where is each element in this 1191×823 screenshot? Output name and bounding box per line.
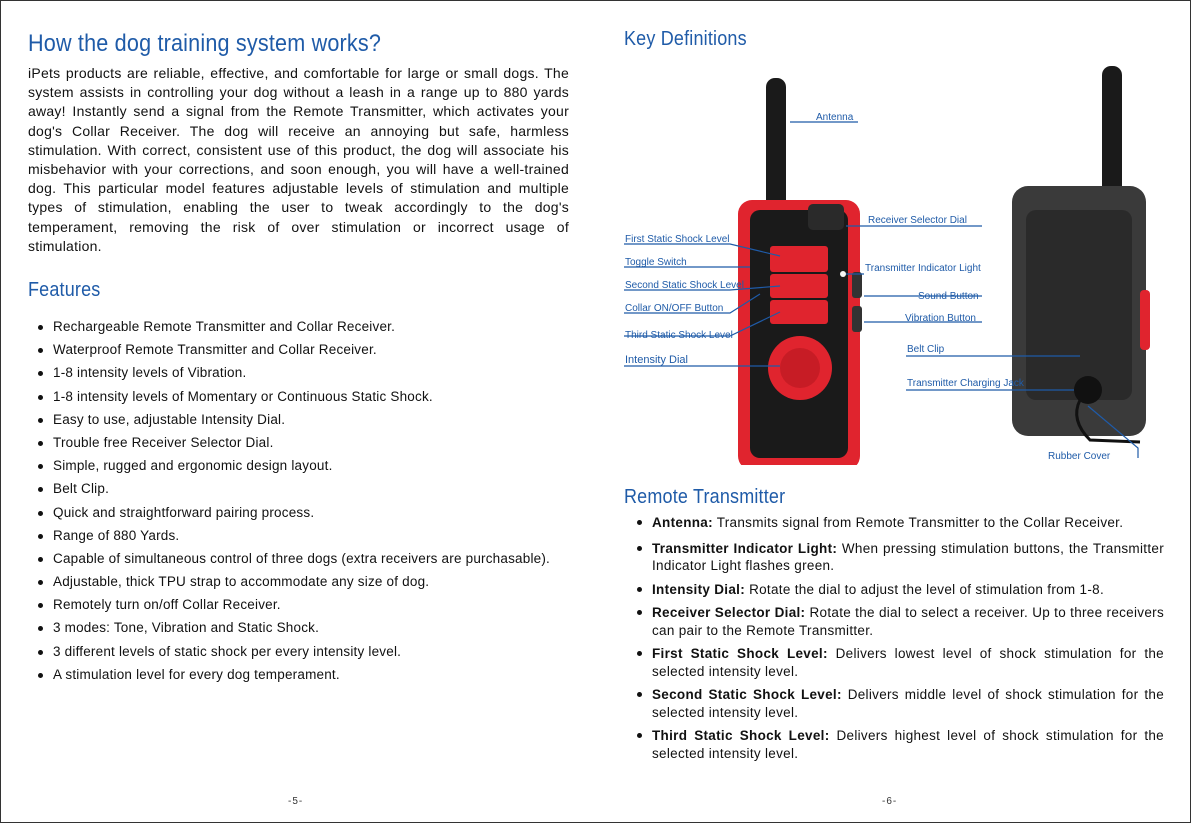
charging-jack-shape <box>1074 376 1102 404</box>
page-number-right: -6- <box>882 796 898 807</box>
indicator-light-shape <box>840 271 846 277</box>
label-rubber-cover: Rubber Cover <box>1048 451 1111 462</box>
list-item <box>636 645 1164 680</box>
antenna-shape <box>1102 66 1122 206</box>
first-static-button-shape <box>770 246 828 272</box>
list-item: 3 different levels of static shock per every intensity level. <box>28 640 588 663</box>
list-item: Waterproof Remote Transmitter and Collar Receiver. <box>28 338 588 361</box>
definition-term: First Static Shock Level: <box>652 646 828 661</box>
belt-clip-shape <box>1026 210 1132 400</box>
definition-term: Transmitter Indicator Light: <box>652 540 838 556</box>
list-item: Range of 880 Yards. <box>28 524 588 547</box>
definition-term: Second Static Shock Level: <box>652 687 842 702</box>
definition-text: When pressing stimulation buttons, the Transmitter Indicator Light flashes green. <box>652 540 1164 573</box>
list-item: Simple, rugged and ergonomic design layout. <box>28 454 588 477</box>
list-item: 3 modes: Tone, Vibration and Static Shock. <box>28 616 588 639</box>
intro-paragraph: iPets products are reliable, effective, and comfortable for large or small dogs. The system assists in controlling your dog without a leash in a range up to 880 yards away! Instantly send a signal from the Remote Transmitter, which activates your dog's Collar Receiver. The dog will receive an annoying but safe, harmless stimulation. With correct, consistent use of this product, the dog will associate his misbehavior with your corrections, and soon enough, you will have a well-trained dog. This particular model features adjustable levels of stimulation and multiple types of stimulation, enabling the user to tweak accordingly to the dog's temperament, removing the risk of over stimulation or incorrect usage of stimulation. <box>28 65 569 254</box>
label-indicator-light: Transmitter Indicator Light <box>865 263 981 274</box>
receiver-selector-dial-shape <box>808 204 844 230</box>
page-number-left: -5- <box>288 796 304 807</box>
remote-transmitter-heading: Remote Transmitter <box>624 486 786 508</box>
definition-term: Antenna: <box>652 515 713 530</box>
list-item: Capable of simultaneous control of three dogs (extra receivers are purchasable). <box>28 547 588 570</box>
definition-text: Delivers middle level of shock stimulation for the selected intensity level. <box>652 687 1165 720</box>
list-item: Trouble free Receiver Selector Dial. <box>28 431 588 454</box>
definition-text: Transmits signal from Remote Transmitter to the Collar Receiver. <box>712 515 1124 530</box>
list-item <box>636 540 1164 575</box>
definition-term: Receiver Selector Dial: <box>652 605 806 620</box>
label-toggle-switch: Toggle Switch <box>625 257 687 268</box>
features-list <box>28 315 588 686</box>
transmitter-diagram <box>600 50 1190 465</box>
features-heading: Features <box>28 279 101 301</box>
definition-term: Intensity Dial: <box>652 581 746 597</box>
definitions-list <box>636 514 1164 762</box>
definition-text: Rotate the dial to select a receiver. Up to three receivers can pair to the Remote Transmitter. <box>652 605 1164 638</box>
list-item: Quick and straightforward pairing process. <box>28 501 588 524</box>
list-item <box>636 686 1164 721</box>
side-red-button-shape <box>1140 290 1150 350</box>
sound-button-shape <box>852 272 862 298</box>
key-definitions-heading: Key Definitions <box>624 28 747 50</box>
definition-text: Rotate the dial to adjust the level of stimulation from 1-8. <box>745 581 1104 597</box>
label-collar-onoff: Collar ON/OFF Button <box>625 303 724 314</box>
list-item: 1-8 intensity levels of Momentary or Continuous Static Shock. <box>28 385 588 408</box>
list-item <box>636 514 1164 532</box>
list-item <box>636 727 1164 762</box>
label-second-static: Second Static Shock Level <box>625 280 744 291</box>
list-item: Belt Clip. <box>28 477 588 500</box>
intensity-dial-center <box>780 348 820 388</box>
list-item: 1-8 intensity levels of Vibration. <box>28 361 588 384</box>
definition-term: Third Static Shock Level: <box>652 728 830 743</box>
label-sound-button: Sound Button <box>918 291 979 302</box>
list-item <box>636 581 1164 599</box>
label-third-static: Third Static Shock Level <box>625 330 733 341</box>
definition-text: Delivers highest level of shock stimulation for the selected intensity level. <box>652 728 1164 761</box>
antenna-shape <box>766 78 786 218</box>
front-transmitter-illustration <box>738 78 862 465</box>
back-transmitter-illustration <box>1012 66 1150 442</box>
page-title: How the dog training system works? <box>28 30 382 57</box>
list-item: Adjustable, thick TPU strap to accommodate any size of dog. <box>28 570 588 593</box>
label-intensity-dial: Intensity Dial <box>625 354 688 366</box>
list-item <box>636 604 1164 639</box>
list-item: A stimulation level for every dog temperament. <box>28 663 588 686</box>
list-item: Remotely turn on/off Collar Receiver. <box>28 593 588 616</box>
vibration-button-shape <box>852 306 862 332</box>
label-first-static: First Static Shock Level <box>625 234 730 245</box>
list-item: Easy to use, adjustable Intensity Dial. <box>28 408 588 431</box>
definition-text: Delivers lowest level of shock stimulation for the selected intensity level. <box>652 646 1164 679</box>
label-charging-jack: Transmitter Charging Jack <box>907 378 1024 389</box>
label-antenna: Antenna <box>816 112 854 123</box>
label-vibration-button: Vibration Button <box>905 313 976 324</box>
list-item: Rechargeable Remote Transmitter and Collar Receiver. <box>28 315 588 338</box>
label-belt-clip: Belt Clip <box>907 344 945 355</box>
label-receiver-selector-dial: Receiver Selector Dial <box>868 215 967 226</box>
